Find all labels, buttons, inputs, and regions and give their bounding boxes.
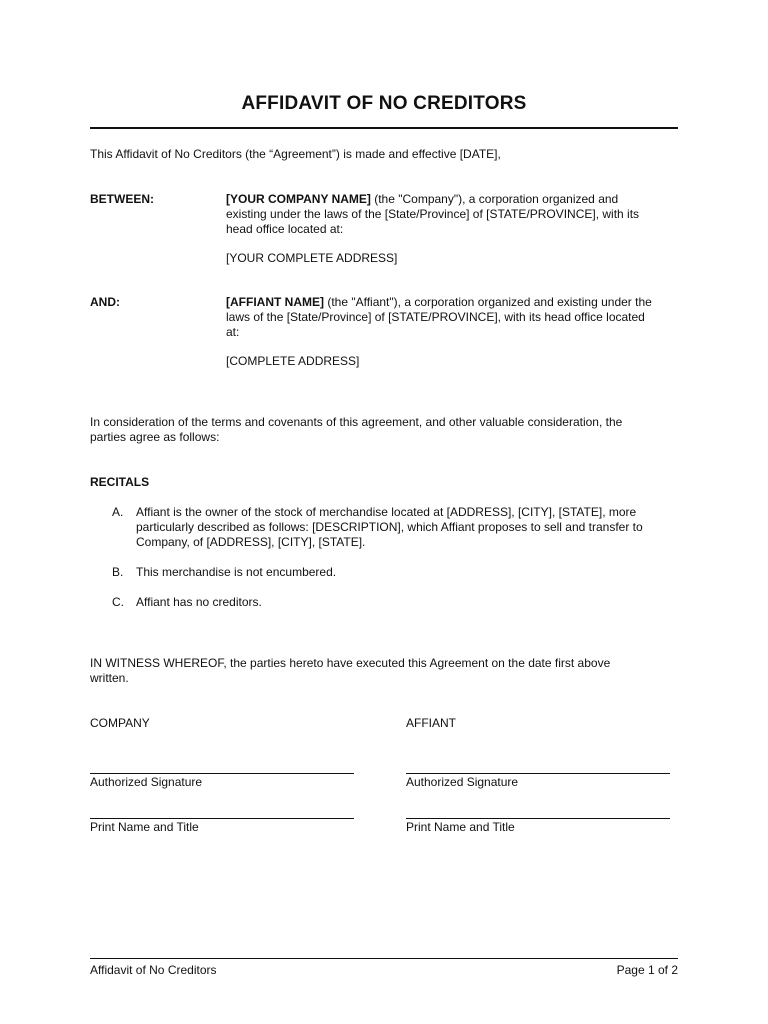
recital-letter: B. — [112, 565, 124, 579]
recital-item — [112, 505, 678, 550]
company-address: [YOUR COMPLETE ADDRESS] — [226, 251, 398, 265]
affiant-signature-line[interactable] — [406, 773, 670, 774]
and-description-line-2: laws of the [State/Province] of [STATE/PROVINCE], with its head office located — [226, 310, 645, 324]
between-description — [226, 192, 678, 237]
company-signature-heading: COMPANY — [90, 716, 150, 730]
company-name: [YOUR COMPANY NAME] — [226, 192, 371, 206]
recital-text: This merchandise is not encumbered. — [136, 565, 337, 579]
footer-document-name: Affidavit of No Creditors — [90, 963, 217, 977]
recital-letter: A. — [112, 505, 124, 519]
recital-item — [112, 595, 678, 610]
affiant-name-title-label: Print Name and Title — [406, 820, 515, 834]
footer-divider — [90, 958, 678, 959]
document-title: AFFIDAVIT OF NO CREDITORS — [241, 93, 527, 114]
between-label: BETWEEN: — [90, 192, 154, 206]
title-divider — [90, 127, 678, 129]
witness-paragraph: IN WITNESS WHEREOF, the parties hereto have executed this Agreement on the date first above written. — [90, 656, 611, 685]
recital-letter: C. — [112, 595, 124, 609]
company-signature-label: Authorized Signature — [90, 775, 203, 789]
recital-text: Affiant has no creditors. — [136, 595, 262, 609]
affiant-address: [COMPLETE ADDRESS] — [226, 354, 360, 368]
between-description-line-3: head office located at: — [226, 222, 344, 236]
and-description — [226, 295, 678, 340]
affiant-signature-label: Authorized Signature — [406, 775, 519, 789]
company-name-title-label: Print Name and Title — [90, 820, 199, 834]
between-description-line-2: existing under the laws of the [State/Province] of [STATE/PROVINCE], with its — [226, 207, 640, 221]
intro-paragraph: This Affidavit of No Creditors (the “Agreement”) is made and effective [DATE], — [90, 147, 501, 161]
and-label: AND: — [90, 295, 120, 309]
affiant-name: [AFFIANT NAME] — [226, 295, 324, 309]
and-description-line-3: at: — [226, 325, 240, 339]
footer-page-number: Page 1 of 2 — [616, 963, 678, 977]
between-description-line-1: [YOUR COMPANY NAME] (the "Company"), a corporation organized and — [226, 192, 619, 206]
recital-item — [112, 565, 678, 580]
affiant-name-title-line[interactable] — [406, 818, 670, 819]
recital-text: Affiant is the owner of the stock of merchandise located at [ADDRESS], [CITY], [STATE], more particularly described as follows: [DESCRIPTION], which Affiant proposes to sell and transfer to Company, of [ADDRESS], [CITY], [STATE]. — [136, 505, 643, 549]
consideration-paragraph: In consideration of the terms and covenants of this agreement, and other valuable consideration, the parties agree as follows: — [90, 415, 623, 444]
recitals-heading: RECITALS — [90, 475, 150, 489]
affiant-signature-heading: AFFIANT — [406, 716, 456, 730]
and-description-line-1: [AFFIANT NAME] (the "Affiant"), a corporation organized and existing under the — [226, 295, 652, 309]
company-name-title-line[interactable] — [90, 818, 354, 819]
company-signature-line[interactable] — [90, 773, 354, 774]
